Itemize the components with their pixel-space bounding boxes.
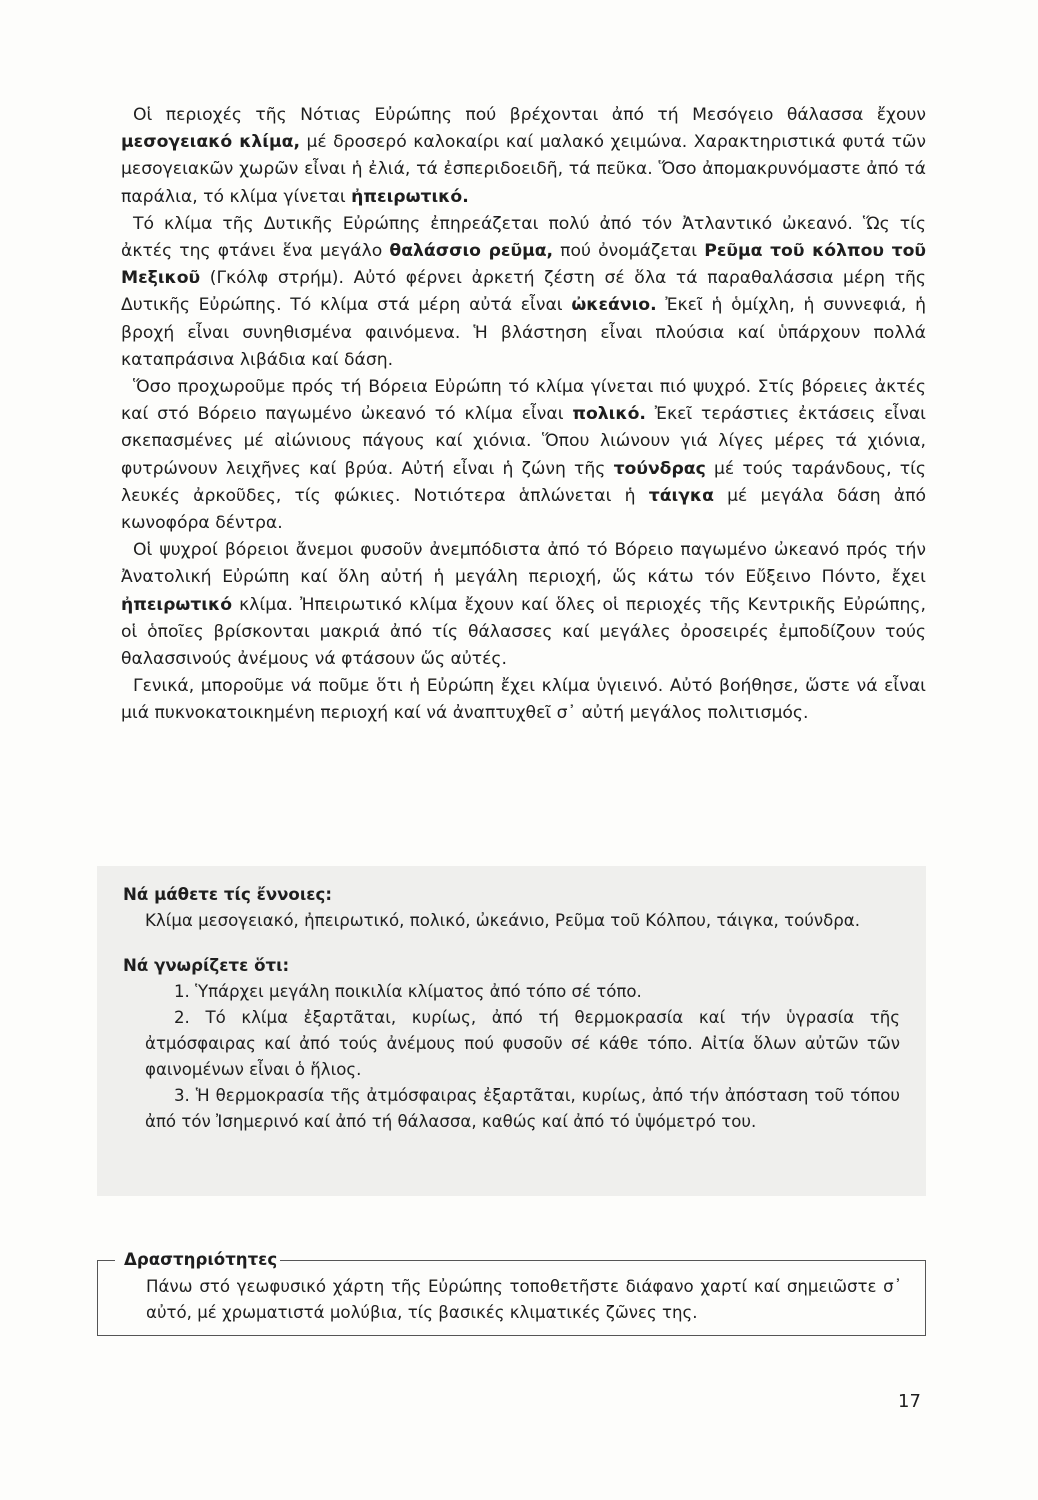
activities-text: Πάνω στό γεωφυσικό χάρτη τῆς Εὐρώπης τοποθετῆστε διάφανο χαρτί καί σημειῶστε σ᾽ αὐτό, μέ χρωματιστά μολύβια, τίς βασικές κλιματικές ζῶνες της. <box>146 1277 902 1322</box>
activities-top-rule-right <box>276 1260 926 1261</box>
text-run: κλίμα. Ἠπειρωτικό κλίμα ἔχουν καί ὅλες οἱ περιοχές τῆς Κεντρικῆς Εὐρώπης, οἱ ὁποῖες βρίσκονται μακριά ἀπό τίς θάλασσες καί μεγάλες ὀροσειρές ἐμποδίζουν τούς θαλασσινούς ἀνέμους νά φτάσουν ὥς αὐτές. <box>121 594 926 670</box>
paragraph-mediterranean <box>121 102 926 211</box>
text-run: Ὅσο προχωροῦμε πρός τή Βόρεια Εὐρώπη τό κλίμα γίνεται πιό ψυχρό. Στίς βόρειες ἀκτές καί στό Βόρειο παγωμένο ὠκεανό τό κλίμα εἶναι <box>121 377 926 425</box>
concepts-box <box>97 866 926 1196</box>
activities-title: Δραστηριότητες <box>121 1248 280 1272</box>
text-run: Οἱ περιοχές τῆς Νότιας Εὐρώπης πού βρέχονται ἀπό τή Μεσόγειο θάλασσα ἔχουν <box>133 105 926 125</box>
text-run: Οἱ ψυχροί βόρειοι ἄνεμοι φυσοῦν ἀνεμπόδιστα ἀπό τό Βόρειο παγωμένο ὠκεανό πρός τήν Ἀνατολική Εὐρώπη καί ὅλη αὐτή ἡ μεγάλη περιοχή, ὥς κάτω τόν Εὔξεινο Πόντο, ἔχει <box>121 540 926 588</box>
bold-term: πολικό. <box>572 404 646 425</box>
know-heading: Νά γνωρίζετε ὅτι: <box>123 956 290 975</box>
bold-term: τούνδρας <box>613 458 706 479</box>
text-run: Ἐκεῖ τεράστιες ἐκτάσεις εἶναι σκεπασμένες μέ αἰώνιους πάγους καί χιόνια. Ὅπου λιώνουν γιά λίγες μέρες τά χιόνια, φυτρώνουν λειχῆνες καί βρύα. Αὐτή εἶναι ἡ ζώνη τῆς <box>121 404 926 479</box>
paragraph-western-europe <box>121 211 926 374</box>
text-run: Ἐκεῖ ἡ ὁμίχλη, ἡ συννεφιά, ἡ βροχή εἶναι συνηθισμένα φαινόμενα. Ἡ βλάστηση εἶναι πλούσια καί ὑπάρχουν πολλά καταπράσινα λιβάδια καί δάση. <box>121 295 927 370</box>
list-item: 3. Ἡ θερμοκρασία τῆς ἀτμόσφαιρας ἐξαρτᾶται, κυρίως, ἀπό τήν ἀπόσταση τοῦ τόπου ἀπό τόν Ἰσημερινό καί ἀπό τή θάλασσα, καθώς καί ἀπό τό ὑψόμετρό του. <box>145 1086 900 1131</box>
bold-term: ὠκεάνιο. <box>571 295 657 316</box>
main-text <box>121 102 926 728</box>
list-item: 1. Ὑπάρχει μεγάλη ποικιλία κλίματος ἀπό τόπο σέ τόπο. <box>174 982 642 1001</box>
paragraph-eastern-europe <box>121 537 926 673</box>
text-run: πού ὀνομάζεται <box>553 241 705 262</box>
paragraph-northern-europe <box>121 374 926 537</box>
text-run: μέ τούς ταράνδους, τίς λευκές ἀρκοῦδες, τίς φώκιες. Νοτιότερα ἁπλώνεται ἡ <box>121 458 926 506</box>
bold-term: τάιγκα <box>648 485 714 506</box>
bold-term: ἠπειρωτικό. <box>351 186 469 207</box>
text-run: μέ μεγάλα δάση ἀπό κωνοφόρα δέντρα. <box>121 485 926 534</box>
text-run: Γενικά, μποροῦμε νά ποῦμε ὅτι ἡ Εὐρώπη ἔχει κλίμα ὑγιεινό. Αὐτό βοήθησε, ὥστε νά εἶναι μιά πυκνοκατοικημένη περιοχή καί νά ἀναπτυχθεῖ σ᾽ αὐτή μεγάλος πολιτισμός. <box>121 676 926 724</box>
bold-term: ἠπειρωτικό <box>121 594 233 615</box>
concepts-text: Κλίμα μεσογειακό, ἠπειρωτικό, πολικό, ὠκεάνιο, Ρεῦμα τοῦ Κόλπου, τάιγκα, τούνδρα. <box>145 911 860 930</box>
bold-term: μεσογειακό κλίμα, <box>121 132 300 153</box>
text-run: (Γκόλφ στρήμ). Αὐτό φέρνει ἀρκετή ζέστη σέ ὅλα τά παραθαλάσσια μέρη τῆς Δυτικῆς Εὐρώπης. Τό κλίμα στά μέρη αὐτά εἶναι <box>121 268 926 316</box>
page-number: 17 <box>898 1391 921 1412</box>
know-list <box>123 979 900 1135</box>
bold-term: θαλάσσιο ρεῦμα, <box>389 241 554 262</box>
concepts-heading: Νά μάθετε τίς ἔννοιες: <box>123 885 333 904</box>
paragraph-conclusion <box>121 673 926 727</box>
activities-top-rule-left <box>97 1260 115 1261</box>
bold-term: Ρεῦμα τοῦ κόλπου τοῦ Μεξικοῦ <box>121 241 926 289</box>
text-run: Τό κλίμα τῆς Δυτικῆς Εὐρώπης ἐπηρεάζεται πολύ ἀπό τόν Ἀτλαντικό ὠκεανό. Ὥς τίς ἀκτές της φτάνει ἕνα μεγάλο <box>121 213 926 262</box>
text-run: μέ δροσερό καλοκαίρι καί μαλακό χειμώνα. Χαρακτηριστικά φυτά τῶν μεσογειακῶν χωρῶν εἶναι ἡ ἐλιά, τά ἐσπεριδοειδῆ, τά πεῦκα. Ὅσο ἀπομακρυνόμαστε ἀπό τά παράλια, τό κλίμα γίνεται <box>121 132 926 207</box>
list-item: 2. Τό κλίμα ἐξαρτᾶται, κυρίως, ἀπό τή θερμοκρασία καί τήν ὑγρασία τῆς ἀτμόσφαιρας καί ἀπό τούς ἀνέμους πού φυσοῦν σέ κάθε τόπο. Αἰτία ὅλων αὐτῶν τῶν φαινομένων εἶναι ὁ ἥλιος. <box>145 1008 900 1079</box>
